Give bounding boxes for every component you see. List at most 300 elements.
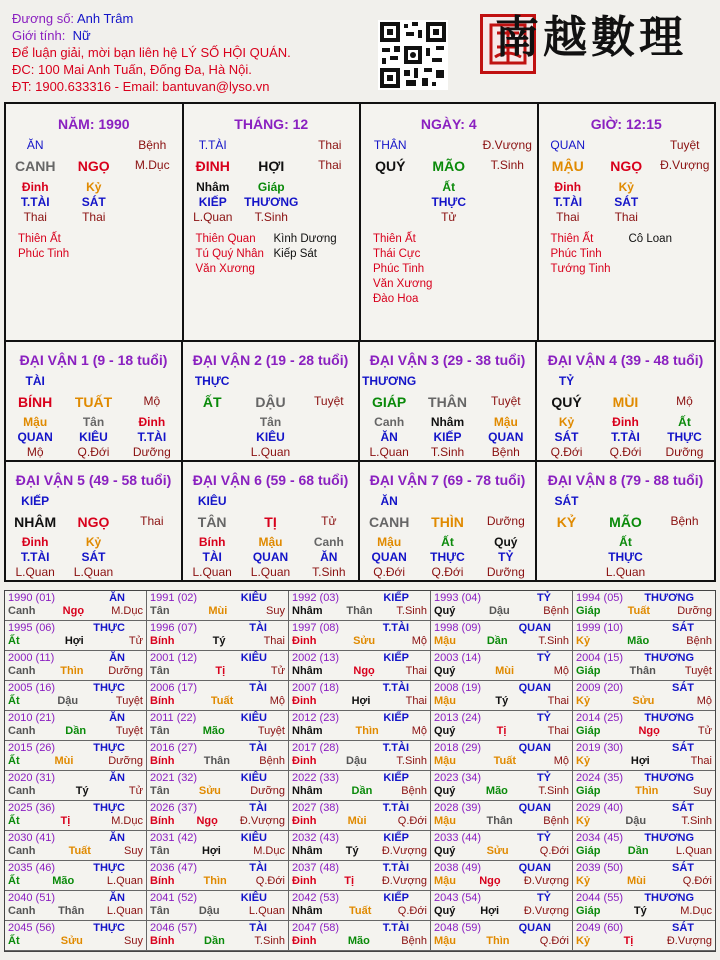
year-bottom-row <box>434 665 569 678</box>
dai-van-god-row <box>537 494 714 508</box>
year-label: 2046 (57) <box>150 922 198 934</box>
dai-van-main-row <box>6 514 181 530</box>
earth-branch: THÌN <box>431 514 464 530</box>
year-cell <box>431 921 573 951</box>
year-cell <box>431 831 573 861</box>
hidden-god-row <box>6 195 182 209</box>
earth-branch: Hợi <box>64 635 84 647</box>
year-cell <box>573 621 715 651</box>
year-label: 2038 (49) <box>434 862 482 874</box>
pillar-main-row <box>361 158 537 174</box>
earth-branch: DẬU <box>255 394 286 410</box>
heaven-stem: Nhâm <box>292 665 323 677</box>
ten-god: THƯƠNG <box>644 892 694 904</box>
year-label: 2035 (46) <box>8 862 56 874</box>
pillar-column <box>6 104 184 340</box>
pillar-column <box>539 104 715 340</box>
year-label: 1992 (03) <box>292 592 340 604</box>
year-label: 2007 (18) <box>292 682 340 694</box>
year-top-row <box>150 742 285 755</box>
hidden-stage: L.Quan <box>605 565 646 579</box>
hidden-stem: Đinh <box>21 180 49 194</box>
year-cell <box>147 741 289 771</box>
ten-god: THÂN <box>373 138 407 152</box>
hidden-stage-row <box>360 445 535 459</box>
stage: Q.Đới <box>539 935 569 947</box>
dai-van-title: ĐẠI VẬN 4 (39 - 48 tuổi) <box>547 352 704 368</box>
pillar-god-row <box>6 138 182 152</box>
ten-god: KIÊU <box>240 652 267 664</box>
earth-branch: Hợi <box>630 755 650 767</box>
year-cell <box>289 651 431 681</box>
earth-branch: Sửu <box>486 845 509 857</box>
hidden-god: THỰC <box>667 430 702 444</box>
earth-branch: Mùi <box>495 665 515 677</box>
hidden-stem: Mậu <box>258 535 283 549</box>
branch-stage: M.Dục <box>134 158 170 172</box>
spacer <box>418 494 476 508</box>
hidden-stem-row <box>360 535 535 549</box>
dai-van-god-row <box>360 374 535 388</box>
star-item: Văn Xương <box>373 278 433 290</box>
name-label: Đương số: <box>12 11 75 26</box>
stage: Dưỡng <box>677 605 712 617</box>
stage: Đ.Vượng <box>666 935 712 947</box>
hidden-god-row <box>360 430 535 444</box>
dai-van-main-row <box>360 514 535 530</box>
person-name: Anh Trâm <box>76 11 134 26</box>
hidden-god: QUAN <box>252 550 289 564</box>
ten-god: KIẾP <box>383 652 409 664</box>
stars-left <box>373 232 432 307</box>
spacer <box>64 374 122 388</box>
year-top-row <box>434 652 569 665</box>
brand-title: 南越數理 <box>495 12 687 63</box>
spacer <box>64 494 122 508</box>
ten-god: TÀI <box>249 682 267 694</box>
earth-branch: Tuất <box>68 845 91 857</box>
year-cell <box>431 591 573 621</box>
ten-god: THỰC <box>93 622 125 634</box>
earth-branch: Dần <box>65 725 87 737</box>
dai-van-grid <box>4 342 716 582</box>
hidden-stem-row <box>184 180 360 194</box>
heaven-stem: Kỷ <box>576 815 591 827</box>
ten-god: T.TÀI <box>382 862 409 874</box>
ten-god: T.TÀI <box>382 802 409 814</box>
hidden-stage-row <box>183 565 358 579</box>
ten-god: ĂN <box>380 494 398 508</box>
year-top-row <box>292 832 427 845</box>
ten-god: QUAN <box>518 922 551 934</box>
year-top-row <box>576 652 712 665</box>
ten-god: TỶ <box>536 772 551 784</box>
ten-god: THƯƠNG <box>644 832 694 844</box>
hidden-stage: T.Sinh <box>254 210 288 224</box>
year-cell <box>289 921 431 951</box>
heaven-stem: Đinh <box>292 875 317 887</box>
hidden-stage: Dưỡng <box>132 445 171 459</box>
stage: Q.Đới <box>539 845 569 857</box>
heaven-stem: Tân <box>150 665 170 677</box>
year-cell <box>289 741 431 771</box>
year-label: 2023 (34) <box>434 772 482 784</box>
hidden-stage <box>123 210 182 224</box>
hidden-god <box>183 430 241 444</box>
stage: Suy <box>266 605 285 617</box>
year-label: 2042 (53) <box>292 892 340 904</box>
hidden-stage <box>183 445 241 459</box>
heaven-stem: Canh <box>8 725 36 737</box>
hidden-god: T.TÀI <box>611 430 640 444</box>
dai-van-title: ĐẠI VẬN 1 (9 - 18 tuổi) <box>19 352 168 368</box>
year-cell <box>5 651 147 681</box>
hidden-god-row <box>537 550 714 564</box>
year-label: 2022 (33) <box>292 772 340 784</box>
year-bottom-row <box>292 785 427 798</box>
hidden-god <box>655 550 714 564</box>
year-cell <box>431 861 573 891</box>
stage: Thai <box>263 635 285 647</box>
heaven-stem: Tân <box>150 605 170 617</box>
heaven-stem: Đinh <box>292 815 317 827</box>
ten-god: THƯƠNG <box>362 374 417 388</box>
ten-god: TÀI <box>249 622 267 634</box>
ten-god: KIẾP <box>21 494 50 508</box>
year-top-row <box>292 862 427 875</box>
ten-god: TÀI <box>249 802 267 814</box>
hidden-stem: Mậu <box>377 535 402 549</box>
pillar-title: NĂM: 1990 <box>57 116 130 132</box>
spacer <box>655 374 714 388</box>
year-top-row <box>576 892 712 905</box>
dai-van-title: ĐẠI VẬN 6 (59 - 68 tuổi) <box>192 472 349 488</box>
year-top-row <box>576 772 712 785</box>
year-label: 2029 (40) <box>576 802 624 814</box>
year-label: 1990 (01) <box>8 592 56 604</box>
year-label: 2006 (17) <box>150 682 198 694</box>
heaven-stem: Đinh <box>292 935 317 947</box>
year-top-row <box>8 742 143 755</box>
heaven-stem: Ất <box>8 755 20 767</box>
earth-branch: Sửu <box>198 785 221 797</box>
heaven-stem: Mậu <box>434 635 456 647</box>
earth-branch: Tý <box>345 845 359 857</box>
stage: Tuyệt <box>491 394 521 408</box>
hidden-god: TÀI <box>202 550 222 564</box>
ten-god: THƯƠNG <box>644 712 694 724</box>
year-label: 2026 (37) <box>150 802 198 814</box>
hidden-god-row <box>183 430 358 444</box>
heaven-stem: Mậu <box>434 695 456 707</box>
dai-van-cell <box>183 462 360 582</box>
year-top-row <box>150 652 285 665</box>
heaven-stem: Giáp <box>576 905 601 917</box>
contact-line-3: ĐT: 1900.633316 - Email: bantuvan@lyso.vn <box>12 79 270 94</box>
stage: Mộ <box>696 695 712 707</box>
dai-van-god-row <box>183 374 358 388</box>
year-bottom-row <box>8 665 143 678</box>
ten-god: KIẾP <box>383 712 409 724</box>
hidden-stem: Đinh <box>554 180 582 194</box>
year-bottom-row <box>8 875 143 888</box>
heaven-stem: Quý <box>434 845 456 857</box>
year-top-row <box>434 892 569 905</box>
year-bottom-row <box>8 755 143 768</box>
stage: Thai <box>547 725 569 737</box>
year-label: 2033 (44) <box>434 832 482 844</box>
hidden-stem <box>655 535 714 549</box>
year-bottom-row <box>8 935 143 948</box>
hidden-god: KIẾP <box>198 195 227 209</box>
hidden-god <box>537 550 596 564</box>
year-bottom-row <box>292 935 427 948</box>
gender-label: Giới tính: <box>12 28 66 43</box>
stage: Bệnh <box>401 935 427 947</box>
dai-van-main-row <box>6 394 181 410</box>
heaven-stem: QUÝ <box>551 394 582 410</box>
year-top-row <box>576 682 712 695</box>
year-cell <box>573 891 715 921</box>
hidden-god-row <box>6 550 181 564</box>
heaven-stem: Quý <box>434 785 456 797</box>
year-bottom-row <box>150 905 285 918</box>
hidden-stage-row <box>539 210 715 224</box>
year-cell <box>289 621 431 651</box>
hidden-stage-row <box>6 445 181 459</box>
earth-branch: Dần <box>627 845 649 857</box>
dai-van-title: ĐẠI VẬN 2 (19 - 28 tuổi) <box>192 352 349 368</box>
heaven-stem: Mậu <box>434 815 456 827</box>
year-label: 2000 (11) <box>8 652 55 664</box>
year-label: 2008 (19) <box>434 682 482 694</box>
hidden-stem-row <box>6 535 181 549</box>
heaven-stem: Giáp <box>576 785 601 797</box>
stage: Thai <box>140 514 164 528</box>
pillar-god-row <box>361 138 537 152</box>
ten-god: THỰC <box>93 862 125 874</box>
dai-van-god-row <box>537 374 714 388</box>
heaven-stem: Bính <box>150 695 175 707</box>
dai-van-title: ĐẠI VẬN 8 (79 - 88 tuổi) <box>547 472 704 488</box>
heaven-stem: Bính <box>150 815 175 827</box>
hidden-god <box>123 550 181 564</box>
year-label: 1996 (07) <box>150 622 198 634</box>
hidden-stem: Kỷ <box>618 180 634 194</box>
year-label: 2025 (36) <box>8 802 56 814</box>
year-cell <box>5 921 147 951</box>
hidden-stem: Ất <box>441 535 454 549</box>
star-item: Phúc Tinh <box>550 248 602 260</box>
year-cell <box>147 921 289 951</box>
hidden-god-row <box>539 195 715 209</box>
year-label: 2047 (58) <box>292 922 340 934</box>
ten-god: TỶ <box>536 712 551 724</box>
earth-branch: Thân <box>58 905 85 917</box>
year-cell <box>573 741 715 771</box>
star-item: Đào Hoa <box>373 293 419 305</box>
ten-god: T.TÀI <box>382 742 409 754</box>
year-cell <box>431 711 573 741</box>
year-cell <box>289 681 431 711</box>
heaven-stem: Đinh <box>292 695 317 707</box>
stars-right <box>629 232 672 247</box>
year-label: 1993 (04) <box>434 592 482 604</box>
heaven-stem: Nhâm <box>292 725 323 737</box>
heaven-stem: CANH <box>368 514 410 530</box>
heaven-stem: ĐINH <box>195 158 230 174</box>
contact-line-1: Để luận giải, mời bạn liên hệ LÝ SỐ HỘI QUÁN. <box>12 45 291 60</box>
stage: Mộ <box>269 695 285 707</box>
year-top-row <box>292 772 427 785</box>
hidden-stage: Q.Đới <box>77 445 110 459</box>
spacer <box>241 374 299 388</box>
year-cell <box>289 771 431 801</box>
pillar-title: NGÀY: 4 <box>420 116 477 132</box>
ten-god: QUAN <box>518 802 551 814</box>
year-bottom-row <box>292 815 427 828</box>
earth-branch: Mão <box>627 635 650 647</box>
spacer <box>655 494 714 508</box>
ten-god: SÁT <box>672 682 694 694</box>
year-top-row <box>150 592 285 605</box>
year-top-row <box>292 742 427 755</box>
year-top-row <box>576 712 712 725</box>
year-label: 1995 (06) <box>8 622 56 634</box>
dai-van-cell <box>183 342 360 462</box>
star-item: Tướng Tinh <box>550 263 611 275</box>
spacer <box>596 374 655 388</box>
hidden-god: T.TÀI <box>137 430 167 444</box>
earth-branch: Sửu <box>632 695 655 707</box>
ten-god: TỶ <box>536 832 551 844</box>
hidden-stem <box>183 415 241 429</box>
hidden-stem: Ất <box>619 535 632 549</box>
ten-god: QUAN <box>518 742 551 754</box>
hidden-stage: L.Quan <box>73 565 114 579</box>
year-cell <box>431 681 573 711</box>
heaven-stem: Canh <box>8 845 36 857</box>
hidden-god: THỰC <box>431 195 467 209</box>
year-top-row <box>292 922 427 935</box>
ten-god: T.TÀI <box>382 922 409 934</box>
spacer <box>300 494 358 508</box>
stage: Suy <box>693 785 712 797</box>
earth-branch: Thìn <box>635 785 659 797</box>
hidden-stage-row <box>537 445 714 459</box>
year-bottom-row <box>150 755 285 768</box>
pillar-column <box>361 104 539 340</box>
stage: Thai <box>405 665 427 677</box>
year-label: 2021 (32) <box>150 772 198 784</box>
hidden-stem: Canh <box>374 415 405 429</box>
ten-god: THƯƠNG <box>644 772 694 784</box>
earth-branch: Hợi <box>480 905 500 917</box>
stage: Đ.Vượng <box>381 875 427 887</box>
hidden-god <box>301 195 360 209</box>
year-top-row <box>292 892 427 905</box>
hidden-god: ĂN <box>320 550 338 564</box>
earth-branch: Tị <box>623 935 634 947</box>
year-label: 2027 (38) <box>292 802 340 814</box>
ten-god: KIÊU <box>240 712 267 724</box>
hidden-stage: T.Sinh <box>312 565 346 579</box>
hidden-stem: Đinh <box>21 535 49 549</box>
star-item: Tú Quý Nhân <box>195 248 264 260</box>
dai-van-cell <box>6 462 183 582</box>
year-bottom-row <box>8 605 143 618</box>
hidden-stem-row <box>537 415 714 429</box>
ten-god: TÀI <box>25 374 45 388</box>
stage: Bệnh <box>401 785 427 797</box>
heaven-stem: Nhâm <box>292 905 323 917</box>
earth-branch: Ngọ <box>62 605 85 617</box>
heaven-stem: Mậu <box>434 875 456 887</box>
earth-branch: Ngọ <box>638 725 660 737</box>
earth-branch: Sửu <box>353 635 376 647</box>
heaven-stem: Nhâm <box>292 605 323 617</box>
year-label: 2037 (48) <box>292 862 340 874</box>
year-bottom-row <box>150 815 285 828</box>
pillar-god-row <box>539 138 715 152</box>
heaven-stem: Tân <box>150 725 170 737</box>
stage: T.Sinh <box>538 785 569 797</box>
stage: Tử <box>128 785 143 797</box>
earth-branch: Ngọ <box>479 875 501 887</box>
stage: T.Sinh <box>254 935 285 947</box>
heaven-stem: Ất <box>8 815 20 827</box>
heaven-stem: CANH <box>15 158 56 174</box>
hidden-stem: Kỷ <box>86 180 102 194</box>
dai-van-god-row <box>6 494 181 508</box>
year-top-row <box>292 592 427 605</box>
earth-branch: Tý <box>495 695 509 707</box>
stage: Dưỡng <box>108 665 143 677</box>
year-cell <box>573 861 715 891</box>
hidden-stage: L.Quan <box>250 565 291 579</box>
dai-van-main-row <box>183 394 358 410</box>
year-bottom-row <box>292 605 427 618</box>
year-top-row <box>150 682 285 695</box>
hidden-stage: Dưỡng <box>486 565 525 579</box>
hidden-stage-row <box>537 565 714 579</box>
year-cell <box>5 741 147 771</box>
stage: Đ.Vượng <box>523 905 569 917</box>
ten-god: ĂN <box>26 138 44 152</box>
stage: Thai <box>547 695 569 707</box>
ten-god: KIẾP <box>383 832 409 844</box>
stage: Tử <box>697 725 712 737</box>
hidden-stage: Thai <box>614 210 638 224</box>
heaven-stem: Kỷ <box>576 695 591 707</box>
year-label: 2013 (24) <box>434 712 482 724</box>
ten-god: ĂN <box>109 652 125 664</box>
year-cell <box>573 801 715 831</box>
year-bottom-row <box>150 785 285 798</box>
year-cell <box>289 591 431 621</box>
stage: Bệnh <box>259 755 285 767</box>
hidden-god: QUAN <box>371 550 407 564</box>
year-bottom-row <box>576 605 712 618</box>
stage: Tuyệt <box>314 394 344 408</box>
ten-god: THƯƠNG <box>644 652 694 664</box>
hidden-god: SÁT <box>81 550 106 564</box>
spacer <box>477 494 535 508</box>
ten-god: THỰC <box>93 682 125 694</box>
year-bottom-row <box>292 875 427 888</box>
year-label: 2030 (41) <box>8 832 56 844</box>
heaven-stem: Kỷ <box>576 635 591 647</box>
